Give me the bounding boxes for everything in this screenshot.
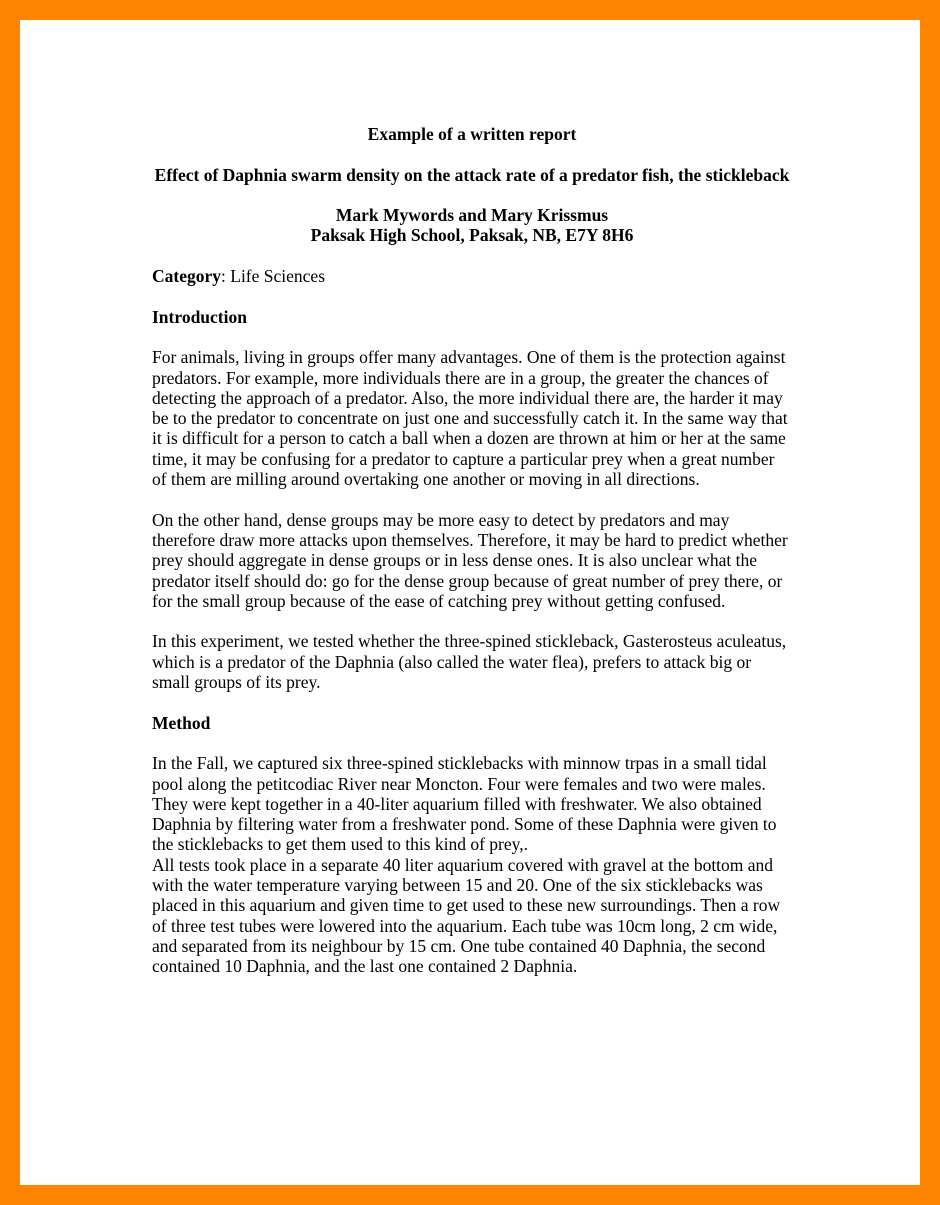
- method-paragraph-1: In the Fall, we captured six three-spined sticklebacks with minnow trpas in a small tidal pool along the petitcodiac River near Moncton. Four were females and two were males. They were kept together in a 40-liter aquarium filled with freshwater. We also obtained Daphnia by filtering water from a freshwater pond. Some of these Daphnia were given to the sticklebacks to get them used to this kind of prey,.: [152, 753, 777, 855]
- document-title: Example of a written report: [367, 124, 577, 144]
- document-page: [20, 20, 920, 1185]
- author-block: [152, 205, 792, 246]
- method-paragraph-2: All tests took place in a separate 40 liter aquarium covered with gravel at the bottom and with the water temperature varying between 15 and 20. One of the six sticklebacks was placed in this aquarium and given time to get used to these new surroundings. Then a row of three test tubes were lowered into the aquarium. Each tube was 10cm long, 2 cm wide, and separated from its neighbour by 15 cm. One tube contained 40 Daphnia, the second contained 10 Daphnia, and the last one contained 2 Daphnia.: [152, 854, 781, 977]
- authors-line: Mark Mywords and Mary Krissmus: [335, 205, 609, 226]
- category-value: : Life Sciences: [221, 266, 325, 287]
- introduction-paragraph-2: On the other hand, dense groups may be more easy to detect by predators and may therefore draw more attacks upon themselves. Therefore, it may be hard to predict whether prey should aggregate in dense groups or in less dense ones. It is also unclear what the predator itself should do: go for the dense group because of great number of prey there, or for the small group because of the ease of catching prey without getting confused.: [152, 509, 788, 611]
- category-line: [152, 266, 792, 286]
- introduction-paragraph-1: For animals, living in groups offer many advantages. One of them is the protection against predators. For example, more individuals there are in a group, the greater the chances of detecting the approach of a predator. Also, the more individual there are, the harder it may be to the predator to concentrate on just one and successfully catch it. In the same way that it is difficult for a person to catch a ball when a dozen are thrown at him or her at the same time, it may be confusing for a predator to capture a particular prey when a great number of them are milling around overtaking one another or moving in all directions.: [152, 347, 788, 490]
- introduction-paragraph-3: In this experiment, we tested whether the three-spined stickleback, Gasterosteus aculeatus, which is a predator of the Daphnia (also called the water flea), prefers to attack big or small groups of its prey.: [152, 631, 787, 693]
- document-content: [152, 124, 792, 976]
- school-line: Paksak High School, Paksak, NB, E7Y 8H6: [310, 225, 634, 246]
- method-heading: Method: [152, 712, 211, 733]
- document-subtitle: Effect of Daphnia swarm density on the attack rate of a predator fish, the stickleback: [154, 164, 790, 185]
- category-label: Category: [152, 266, 222, 287]
- introduction-heading: Introduction: [152, 306, 247, 327]
